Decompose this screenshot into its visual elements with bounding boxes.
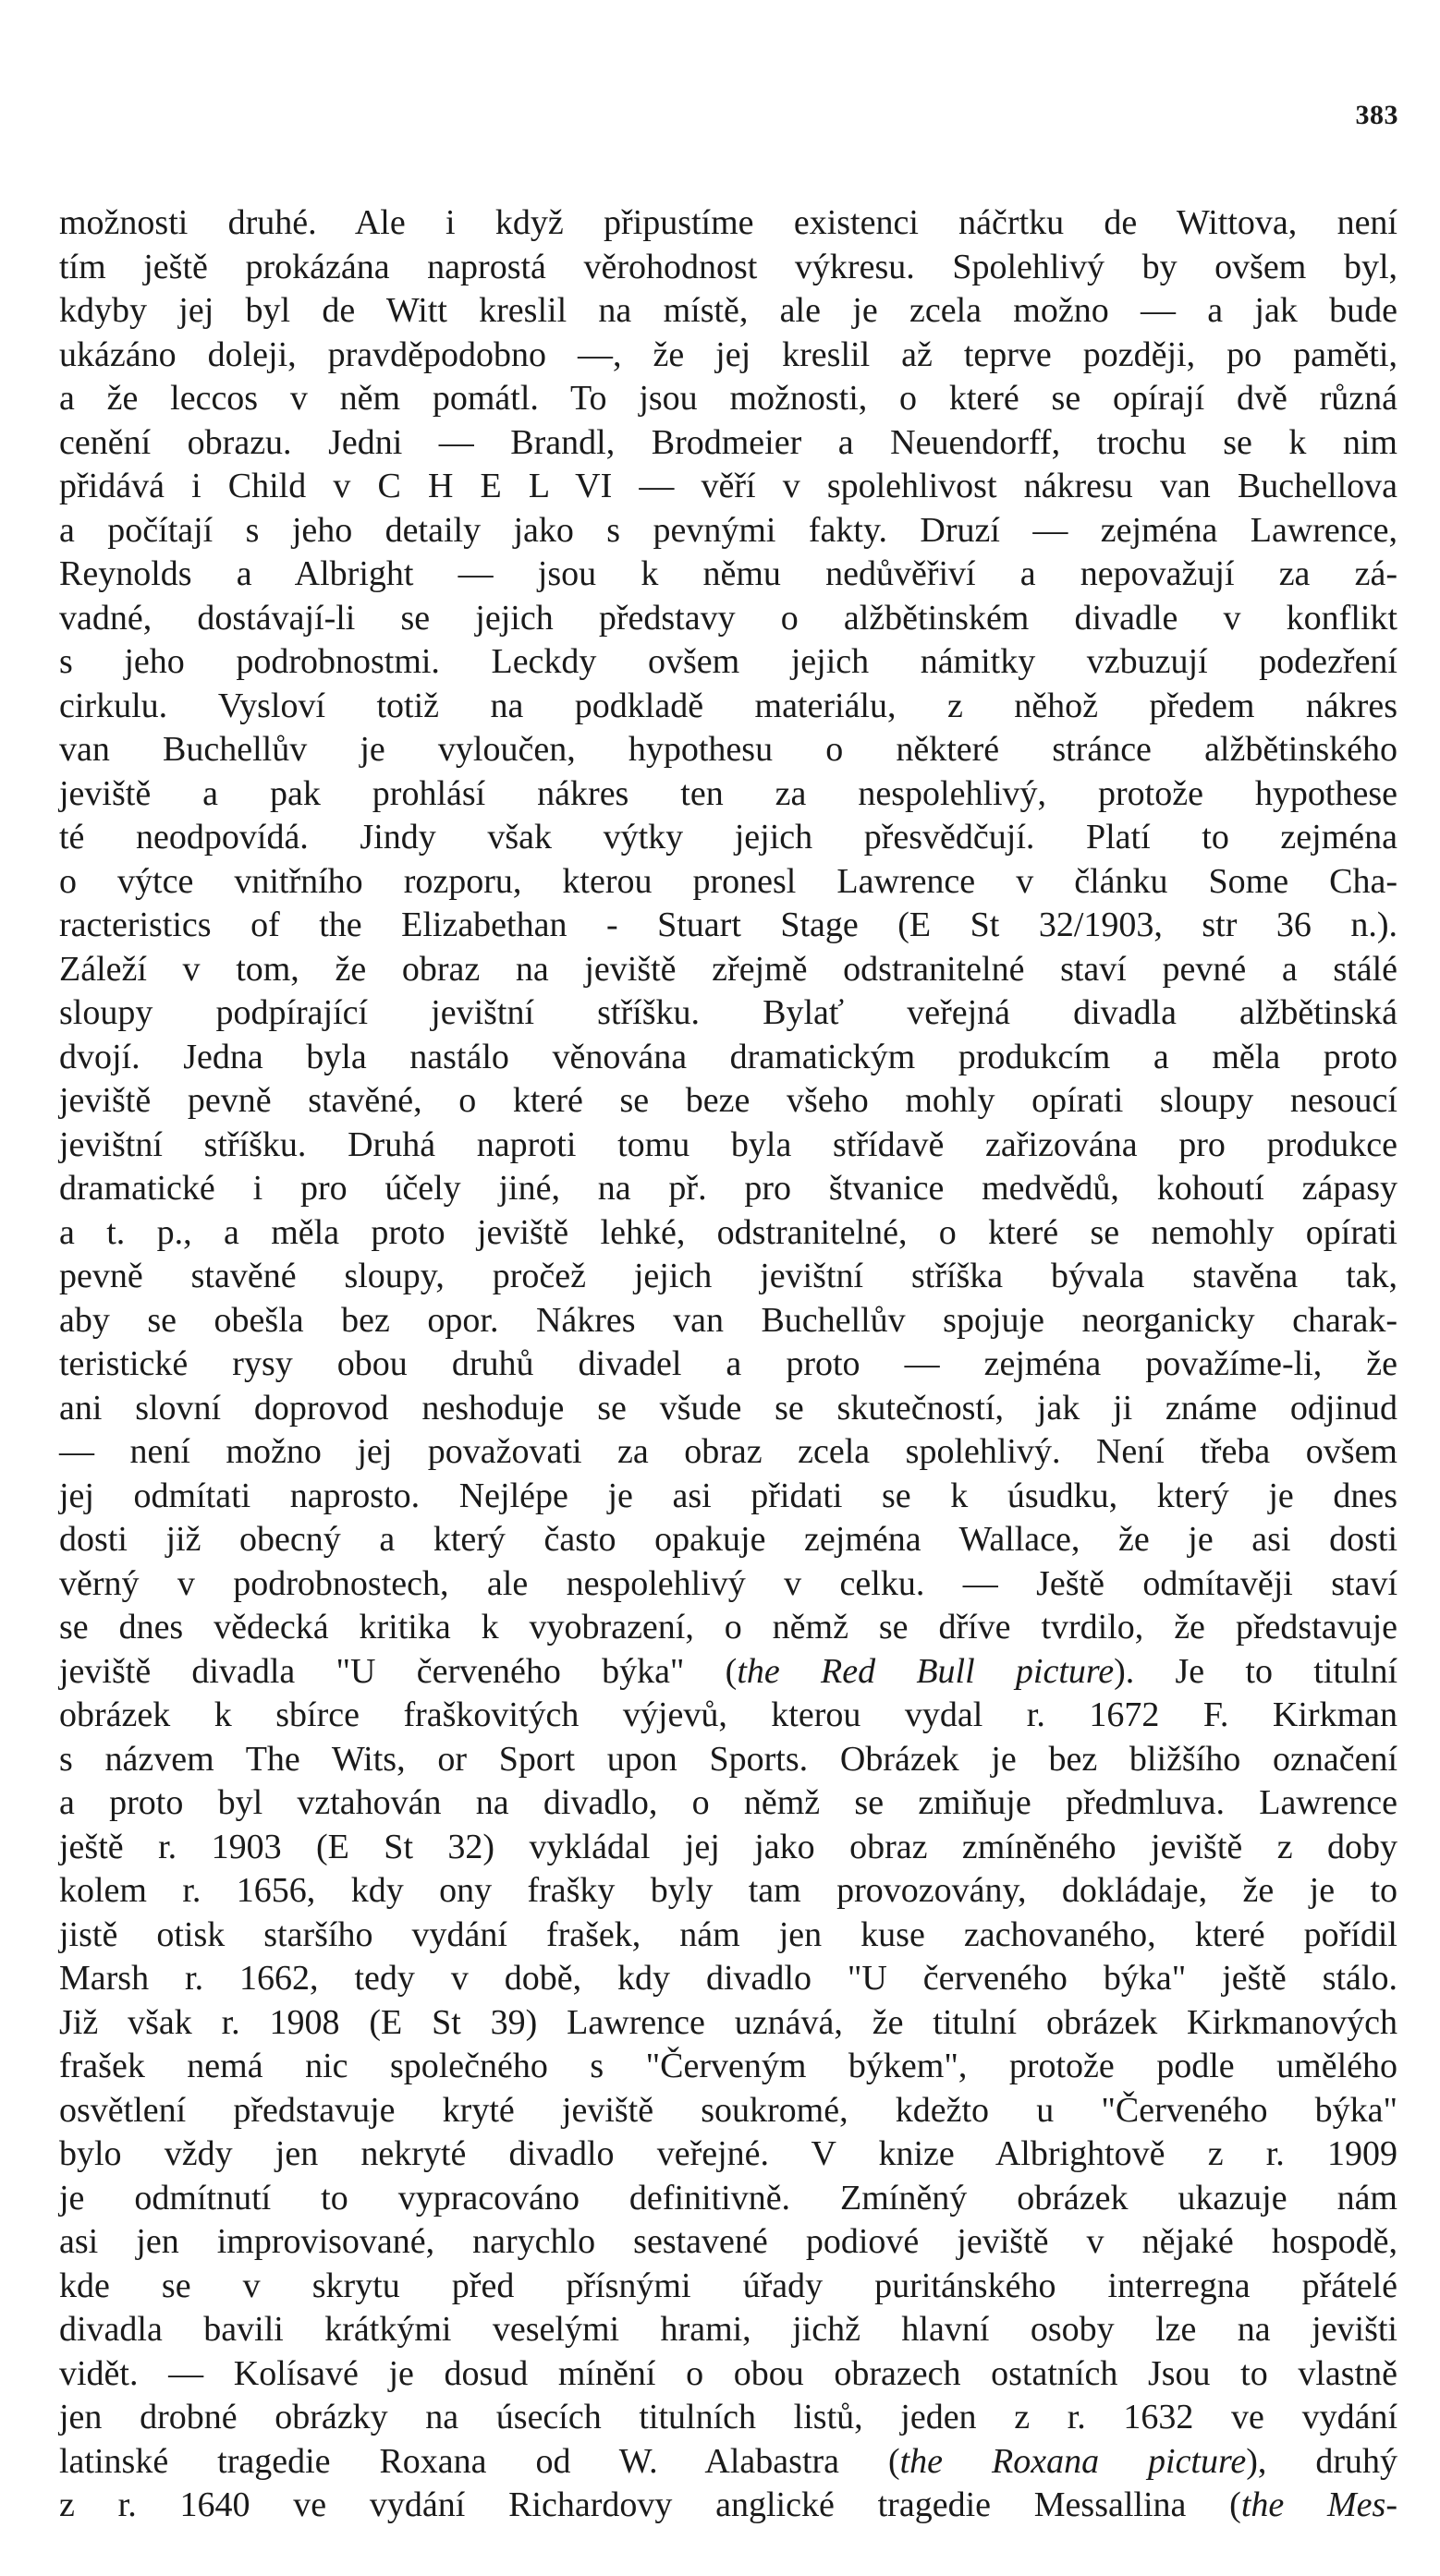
body-text bbox=[59, 201, 1397, 2528]
text-line: — není možno jej považovati za obraz zcela spolehlivý. Není třeba ovšem bbox=[59, 1432, 1397, 1471]
text-line: Reynolds a Albright — jsou k němu nedůvěřiví a nepovažují za zá- bbox=[59, 554, 1397, 593]
text-line: a proto byl vztahován na divadlo, o němž se zmiňuje předmluva. Lawrence bbox=[59, 1783, 1397, 1822]
text-line: racteristics of the Elizabethan - Stuart Stage (E St 32/1903, str 36 n.). bbox=[59, 905, 1397, 944]
text-line: se dnes vědecká kritika k vyobrazení, o němž se dříve tvrdilo, že představuje bbox=[59, 1608, 1397, 1646]
text-line: cenění obrazu. Jedni — Brandl, Brodmeier a Neuendorff, trochu se k nim bbox=[59, 422, 1397, 462]
text-line: té neodpovídá. Jindy však výtky jejich přesvědčují. Platí to zejména bbox=[59, 818, 1397, 857]
text-line: van Buchellův je vyloučen, hypothesu o některé stránce alžbětinského bbox=[59, 730, 1397, 769]
text-line: dosti již obecný a který často opakuje zejména Wallace, že je asi dosti bbox=[59, 1520, 1397, 1559]
text-line: přidává i Child v C H E L VI — věří v spolehlivost nákresu van Buchellova bbox=[59, 467, 1397, 505]
text-line: ukázáno doleji, pravděpodobno —, že jej kreslil až teprve později, po paměti, bbox=[59, 334, 1397, 374]
text-line: z r. 1640 ve vydání Richardovy anglické tragedie Messallina (the Mes- bbox=[59, 2485, 1397, 2524]
text-line: ještě r. 1903 (E St 32) vykládal jej jako obraz zmíněného jeviště z doby bbox=[59, 1827, 1397, 1866]
text-line: jistě otisk staršího vydání frašek, nám jen kuse zachovaného, které pořídil bbox=[59, 1914, 1397, 1954]
text-line: o výtce vnitřního rozporu, kterou pronesl Lawrence v článku Some Cha- bbox=[59, 861, 1397, 901]
text-line: jeviště divadla "U červeného býka" (the Red Bull picture). Je to titulní bbox=[59, 1651, 1397, 1691]
text-line: bylo vždy jen nekryté divadlo veřejné. V knize Albrightově z r. 1909 bbox=[59, 2134, 1397, 2173]
text-line: jeviště a pak prohlásí nákres ten za nespolehlivý, protože hypothese bbox=[59, 773, 1397, 813]
text-line: teristické rysy obou druhů divadel a proto — zejména považíme-li, že bbox=[59, 1344, 1397, 1383]
text-line: možnosti druhé. Ale i když připustíme existenci náčrtku de Wittova, není bbox=[59, 203, 1397, 242]
text-line: Záleží v tom, že obraz na jeviště zřejmě odstranitelné staví pevné a stálé bbox=[59, 949, 1397, 989]
text-line: divadla bavili krátkými veselými hrami, jichž hlavní osoby lze na jevišti bbox=[59, 2310, 1397, 2349]
text-line: aby se obešla bez opor. Nákres van Buchellův spojuje neorganicky charak- bbox=[59, 1300, 1397, 1340]
text-line: pevně stavěné sloupy, pročež jejich jevištní stříška bývala stavěna tak, bbox=[59, 1257, 1397, 1295]
text-line: věrný v podrobnostech, ale nespolehlivý v celku. — Ještě odmítavěji staví bbox=[59, 1563, 1397, 1603]
text-line: s názvem The Wits, or Sport upon Sports. Obrázek je bez bližšího označení bbox=[59, 1739, 1397, 1779]
text-line: dvojí. Jedna byla nastálo věnována dramatickým produkcím a měla proto bbox=[59, 1037, 1397, 1076]
text-line: jevištní stříšku. Druhá naproti tomu byla střídavě zařizována pro produkce bbox=[59, 1124, 1397, 1164]
text-line: jen drobné obrázky na úsecích titulních listů, jeden z r. 1632 ve vydání bbox=[59, 2398, 1397, 2436]
text-line: tím ještě prokázána naprostá věrohodnost výkresu. Spolehlivý by ovšem byl, bbox=[59, 247, 1397, 286]
text-line: ani slovní doprovod neshoduje se všude se skutečností, jak ji známe odjinud bbox=[59, 1388, 1397, 1428]
text-line: Již však r. 1908 (E St 39) Lawrence uznává, že titulní obrázek Kirkmanových bbox=[59, 2002, 1397, 2042]
text-line: s jeho podrobnostmi. Leckdy ovšem jejich námitky vzbuzují podezření bbox=[59, 642, 1397, 681]
text-line: dramatické i pro účely jiné, na př. pro štvanice medvědů, kohoutí zápasy bbox=[59, 1169, 1397, 1208]
text-line: frašek nemá nic společného s "Červeným býkem", protože podle umělého bbox=[59, 2047, 1397, 2085]
text-line: Marsh r. 1662, tedy v době, kdy divadlo "U červeného býka" ještě stálo. bbox=[59, 1959, 1397, 1998]
text-line: kolem r. 1656, kdy ony frašky byly tam provozovány, dokládaje, že je to bbox=[59, 1871, 1397, 1910]
text-line: osvětlení představuje kryté jeviště soukromé, kdežto u "Červeného býka" bbox=[59, 2090, 1397, 2130]
text-line: jeviště pevně stavěné, o které se beze všeho mohly opírati sloupy nesoucí bbox=[59, 1081, 1397, 1120]
text-line: a počítají s jeho detaily jako s pevnými fakty. Druzí — zejména Lawrence, bbox=[59, 510, 1397, 550]
text-line: vadné, dostávají-li se jejich představy o alžbětinském divadle v konflikt bbox=[59, 598, 1397, 638]
text-line: cirkulu. Vysloví totiž na podkladě materiálu, z něhož předem nákres bbox=[59, 686, 1397, 725]
text-line: latinské tragedie Roxana od W. Alabastra (the Roxana picture), druhý bbox=[59, 2441, 1397, 2481]
text-line: asi jen improvisované, narychlo sestavené podiové jeviště v nějaké hospodě, bbox=[59, 2222, 1397, 2261]
text-line: je odmítnutí to vypracováno definitivně. Zmíněný obrázek ukazuje nám bbox=[59, 2178, 1397, 2218]
text-line: a že leccos v něm pomátl. To jsou možnosti, o které se opírají dvě různá bbox=[59, 379, 1397, 418]
text-line: jej odmítati naprosto. Nejlépe je asi přidati se k úsudku, který je dnes bbox=[59, 1476, 1397, 1515]
page-number: 383 bbox=[1355, 100, 1398, 130]
text-line: a t. p., a měla proto jeviště lehké, odstranitelné, o které se nemohly opírati bbox=[59, 1212, 1397, 1252]
text-line: vidět. — Kolísavé je dosud mínění o obou obrazech ostatních Jsou to vlastně bbox=[59, 2353, 1397, 2393]
text-line: kdyby jej byl de Witt kreslil na místě, ale je zcela možno — a jak bude bbox=[59, 291, 1397, 330]
text-line: obrázek k sbírce fraškovitých výjevů, kterou vydal r. 1672 F. Kirkman bbox=[59, 1695, 1397, 1734]
text-line: kde se v skrytu před přísnými úřady puritánského interregna přátelé bbox=[59, 2266, 1397, 2305]
text-line: sloupy podpírající jevištní stříšku. Bylať veřejná divadla alžbětinská bbox=[59, 993, 1397, 1032]
